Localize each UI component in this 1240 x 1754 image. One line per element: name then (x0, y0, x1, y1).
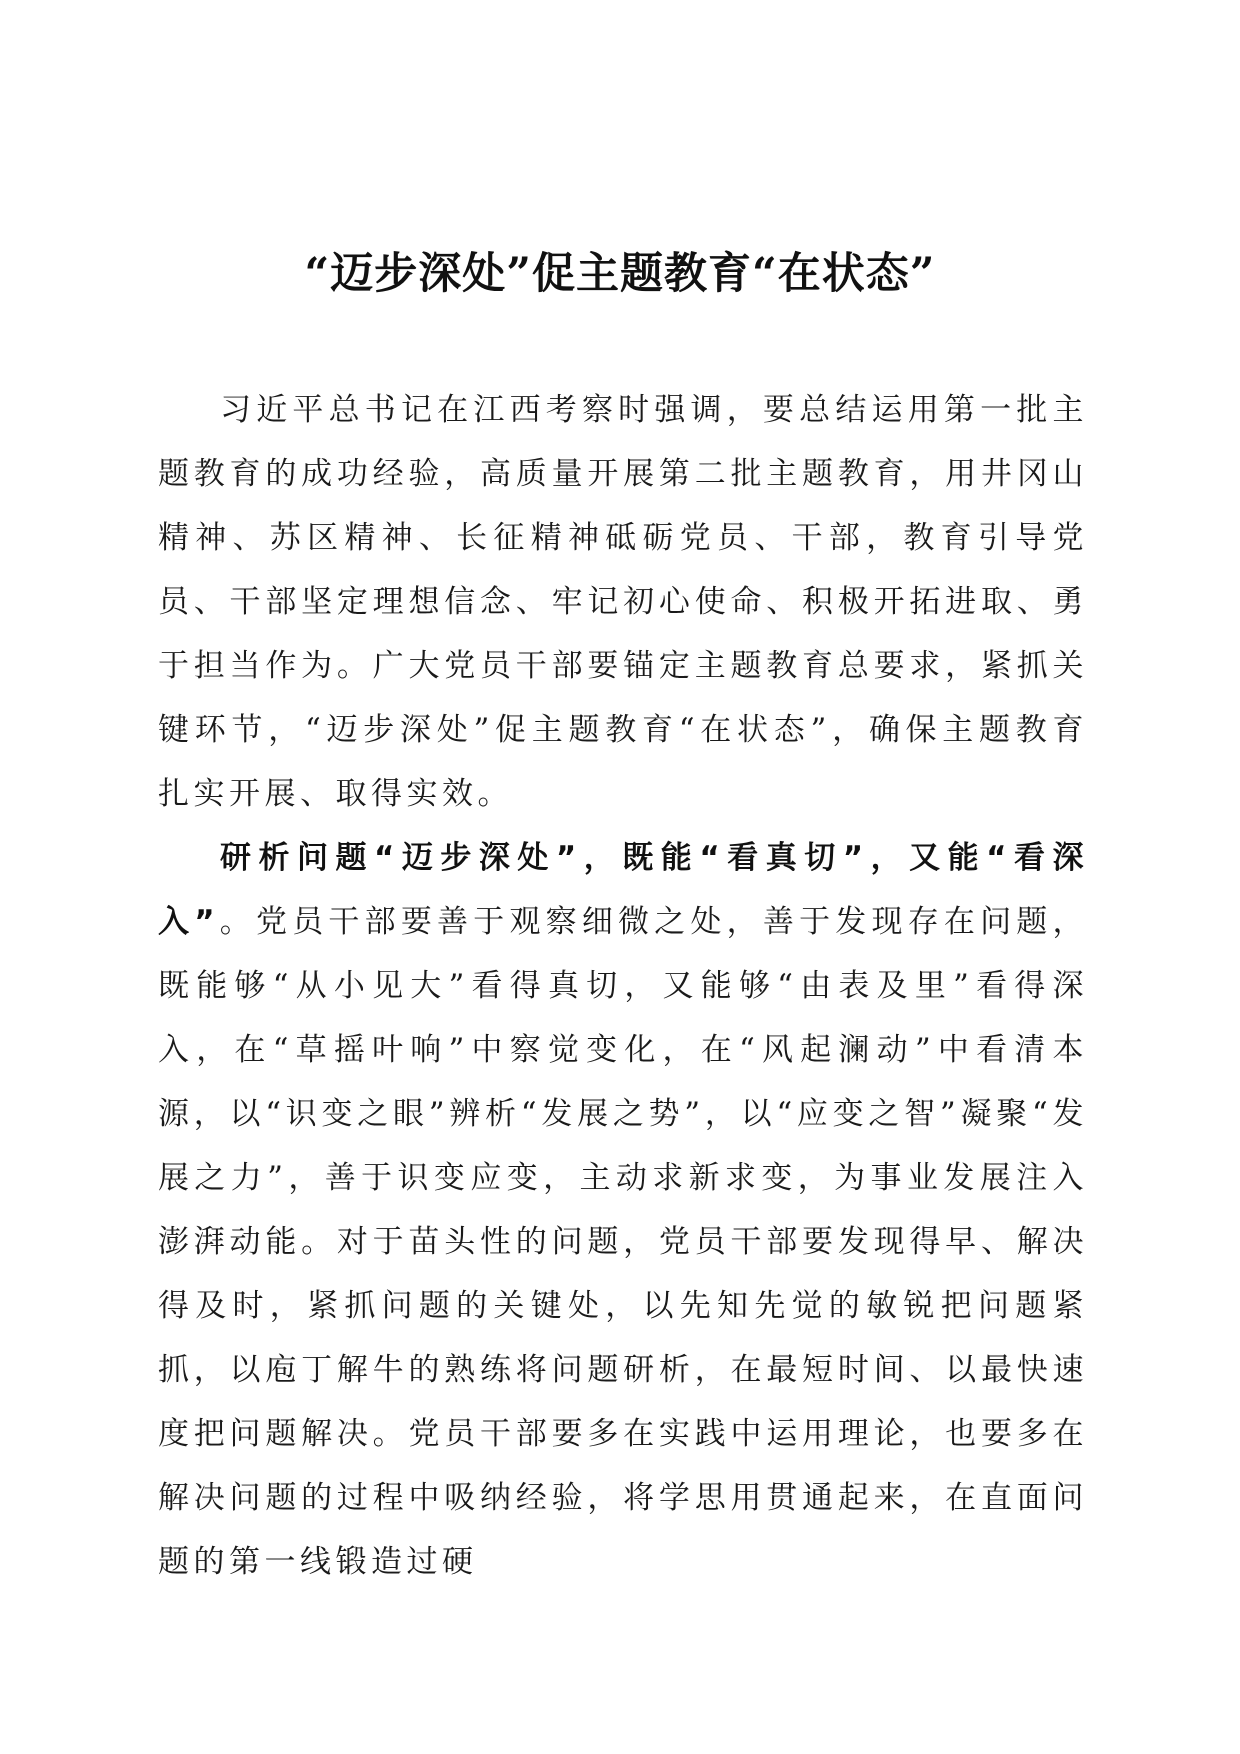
paragraph-lead: 研析问题“迈步深处”，既能“看真切”，又能“看深入” (158, 840, 1088, 940)
document-title: “迈步深处”促主题教育“在状态” (304, 249, 936, 299)
paragraph-text: 。党员干部要善于观察细微之处，善于发现存在问题，既能够“从小见大”看得真切，又能够“由表及里”看得深入，在“草摇叶响”中察觉变化，在“风起澜动”中看清本源，以“识变之眼”辨析“发展之势”，以“应变之智”凝聚“发展之力”，善于识变应变，主动求新求变，为事业发展注入澎湃动能。对于苗头性的问题，党员干部要发现得早、解决得及时，紧抓问题的关键处，以先知先觉的敏锐把问题紧抓，以庖丁解牛的熟练将问题研析，在最短时间、以最快速度把问题解决。党员干部要多在实践中运用理论，也要多在解决问题的过程中吸纳经验，将学思用贯通起来，在直面问题的第一线锻造过硬 (158, 904, 1089, 1580)
document-body (158, 378, 1088, 1594)
paragraph-intro (158, 378, 1088, 826)
paragraph-text: 习近平总书记在江西考察时强调，要总结运用第一批主题教育的成功经验，高质量开展第二批主题教育，用井冈山精神、苏区精神、长征精神砥砺党员、干部，教育引导党员、干部坚定理想信念、牢记初心使命、积极开拓进取、勇于担当作为。广大党员干部要锚定主题教育总要求，紧抓关键环节，“迈步深处”促主题教育“在状态”，确保主题教育扎实开展、取得实效。 (158, 392, 1088, 812)
paragraph-problem-analysis (158, 826, 1088, 1594)
